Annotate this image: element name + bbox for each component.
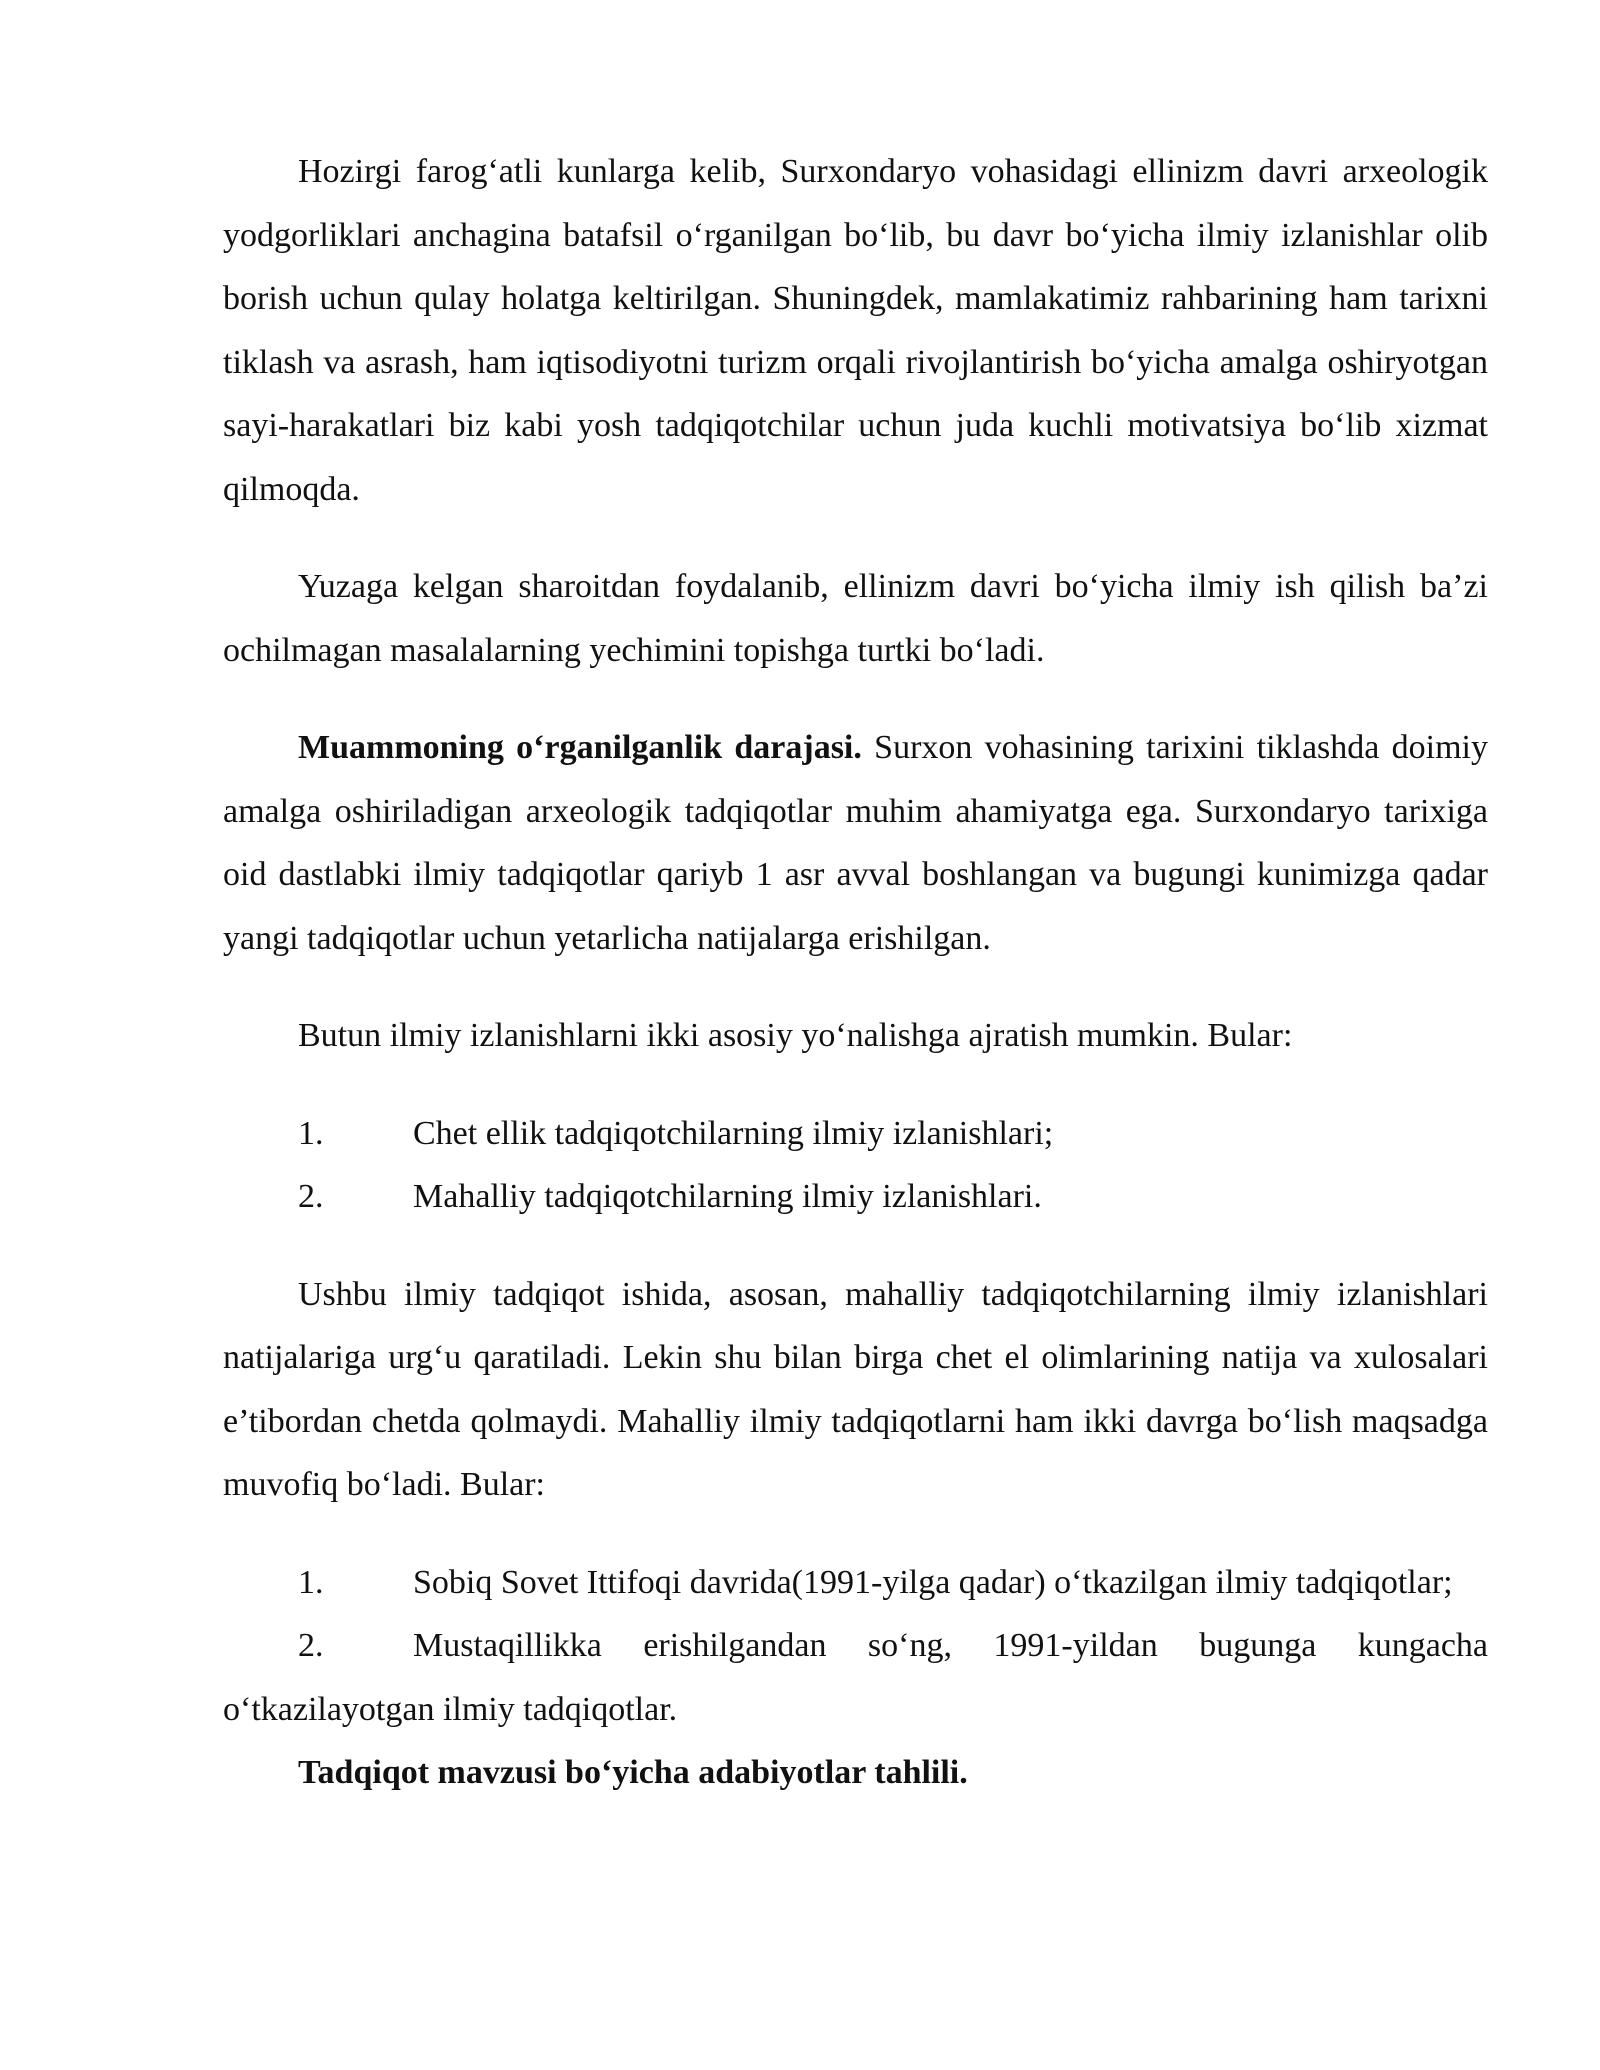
list-item-text: Sobiq Sovet Ittifoqi davrida(1991-yilga qadar) o‘tkazilgan ilmiy tadqiqotlar; — [413, 1563, 1453, 1601]
paragraph-opportunity: Yuzaga kelgan sharoitdan foydalanib, ellinizm davri bo‘yicha ilmiy ish qilish ba’zi ochilmagan masalalarning yechimini topishga turtki bo‘ladi. — [223, 568, 1488, 669]
list-item — [223, 1551, 1488, 1615]
list-item-text: Mustaqillikka erishilgandan so‘ng, 1991-yildan bugunga kungacha o‘tkazilayotgan ilmiy tadqiqotlar. — [223, 1627, 1488, 1728]
list-item-text: Chet ellik tadqiqotchilarning ilmiy izlanishlari; — [413, 1114, 1054, 1152]
paragraph-research-level — [223, 716, 1488, 970]
directions-list — [223, 1102, 1488, 1229]
section-heading: Tadqiqot mavzusi bo‘yicha adabiyotlar tahlili. — [298, 1754, 968, 1791]
list-item-number: 2. — [298, 1627, 324, 1664]
list-item-number: 1. — [298, 1114, 324, 1152]
paragraph-directions: Butun ilmiy izlanishlarni ikki asosiy yo‘nalishga ajratish mumkin. Bular: — [298, 1017, 1293, 1054]
research-level-text: Surxon vohasining tarixini tiklashda doimiy amalga oshiriladigan arxeologik tadqiqotlar muhim ahamiyatga ega. Surxondaryo tarixiga oid dastlabki ilmiy tadqiqotlar qariyb 1 asr avval boshlangan va bugungi kunimizga qadar yangi tadqiqotlar uchun yetarlicha natijalarga erishilgan. — [223, 729, 1488, 957]
list-item-number: 2. — [298, 1178, 324, 1215]
list-item — [223, 1165, 1488, 1229]
list-item — [223, 1614, 1488, 1741]
periods-list — [223, 1551, 1488, 1742]
list-item-text: Mahalliy tadqiqotchilarning ilmiy izlanishlari. — [413, 1178, 1042, 1215]
paragraph-local-research: Ushbu ilmiy tadqiqot ishida, asosan, mahalliy tadqiqotchilarning ilmiy izlanishlari natijalariga urg‘u qaratiladi. Lekin shu bilan birga chet el olimlarining natija va xulosalari e’tibordan chetda qolmaydi. Mahalliy ilmiy tadqiqotlarni ham ikki davrga bo‘lish maqsadga muvofiq bo‘ladi. Bular: — [223, 1275, 1488, 1503]
paragraph-intro: Hozirgi farog‘atli kunlarga kelib, Surxondaryo vohasidagi ellinizm davri arxeologik yodgorliklari anchagina batafsil o‘rganilgan bo‘lib, bu davr bo‘yicha ilmiy izlanishlar olib borish uchun qulay holatga keltirilgan. Shuningdek, mamlakatimiz rahbarining ham tarixni tiklash va asrash, ham iqtisodiyotni turizm orqali rivojlantirish bo‘yicha amalga oshiryotgan sayi-harakatlari biz kabi yosh tadqiqotchilar uchun juda kuchli motivatsiya bo‘lib xizmat qilmoqda. — [223, 153, 1488, 508]
document-body — [223, 140, 1488, 1805]
list-item-number: 1. — [298, 1563, 324, 1601]
list-item — [223, 1102, 1488, 1166]
research-level-heading: Muammoning o‘rganilganlik darajasi. — [298, 729, 862, 766]
